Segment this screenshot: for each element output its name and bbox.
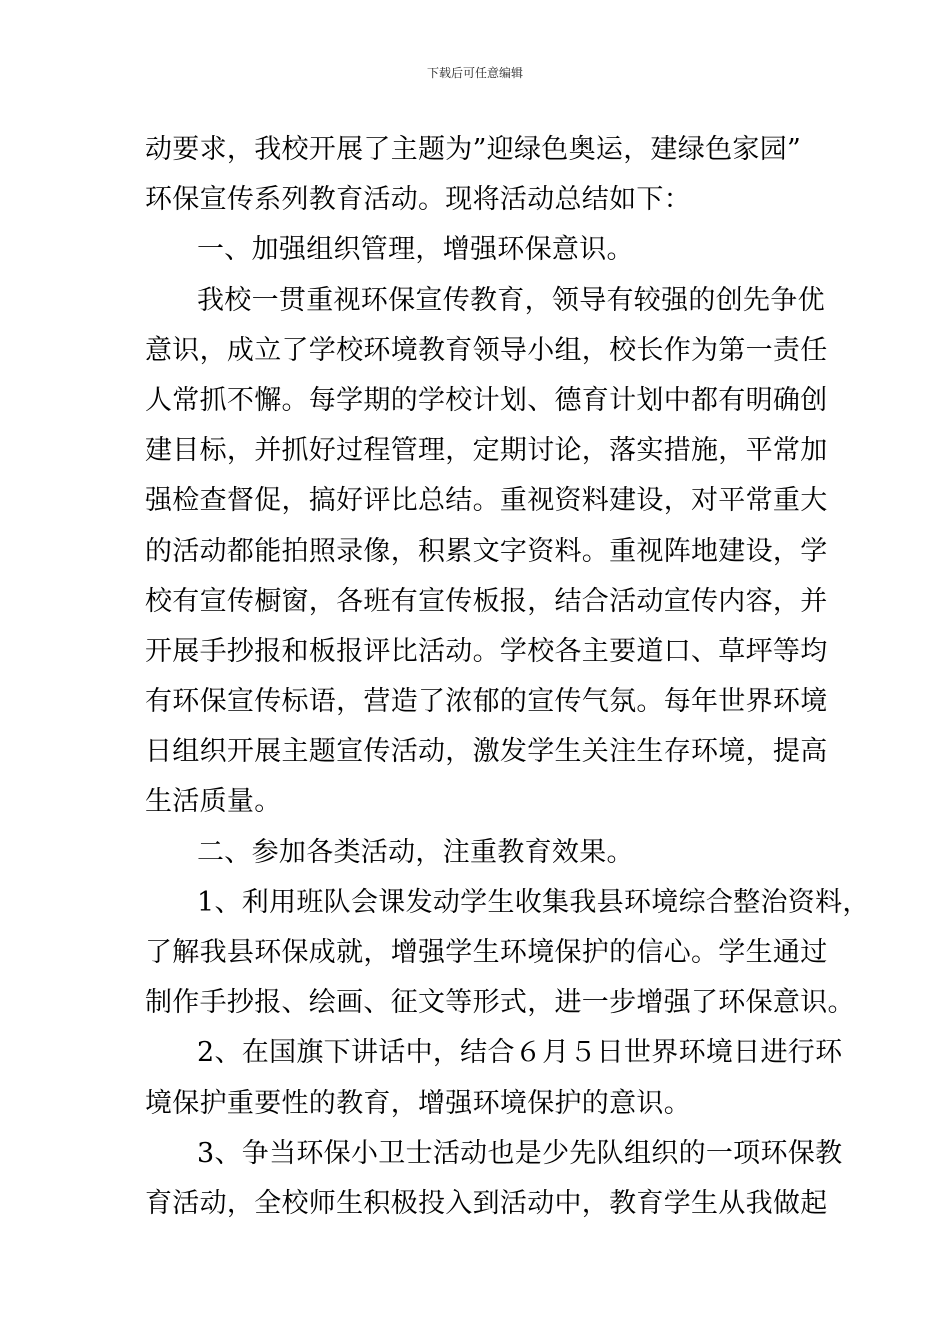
text-line: 生活质量。 [145,786,282,818]
text-line: 3、争当环保小卫士活动也是少先队组织的一项环保教 [197,1137,843,1169]
text-line: 意识，成立了学校环境教育领导小组，校长作为第一责任 [145,334,828,366]
text-line: 人常抓不懈。每学期的学校计划、德育计划中都有明确创 [145,384,828,416]
page-header: 下载后可任意编辑 [426,66,523,80]
text-line: 2、在国旗下讲话中，结合６月５日世界环境日进行环 [197,1037,843,1069]
text-line: 环保宣传系列教育活动。现将活动总结如下： [145,184,691,216]
text-line: 建目标，并抓好过程管理，定期讨论，落实措施，平常加 [145,435,828,467]
document-body [145,125,870,1229]
text-line: 开展手抄报和板报评比活动。学校各主要道口、草坪等均 [145,635,828,667]
text-line: 日组织开展主题宣传活动，激发学生关注生存环境，提高 [145,736,828,768]
text-line: 1、利用班队会课发动学生收集我县环境综合整治资料， [197,886,870,918]
text-line: 的活动都能拍照录像，积累文字资料。重视阵地建设，学 [145,535,828,567]
text-line: 制作手抄报、绘画、征文等形式，进一步增强了环保意识。 [145,987,855,1019]
text-line: 境保护重要性的教育，增强环境保护的意识。 [145,1087,691,1119]
text-line: 我校一贯重视环保宣传教育，领导有较强的创先争优 [197,284,825,316]
text-line: 育活动，全校师生积极投入到活动中，教育学生从我做起 [145,1187,828,1219]
text-line: 校有宣传橱窗，各班有宣传板报，结合活动宣传内容，并 [145,585,828,617]
text-line: 有环保宣传标语，营造了浓郁的宣传气氛。每年世界环境 [145,686,828,718]
text-line: 了解我县环保成就，增强学生环境保护的信心。学生通过 [145,937,828,968]
section-heading: 一、加强组织管理，增强环保意识。 [197,234,634,266]
text-line: 强检查督促，搞好评比总结。重视资料建设，对平常重大 [145,485,828,517]
text-line: 动要求，我校开展了主题为”迎绿色奥运，建绿色家园” [145,134,802,165]
section-heading: 二、参加各类活动，注重教育效果。 [197,836,634,868]
